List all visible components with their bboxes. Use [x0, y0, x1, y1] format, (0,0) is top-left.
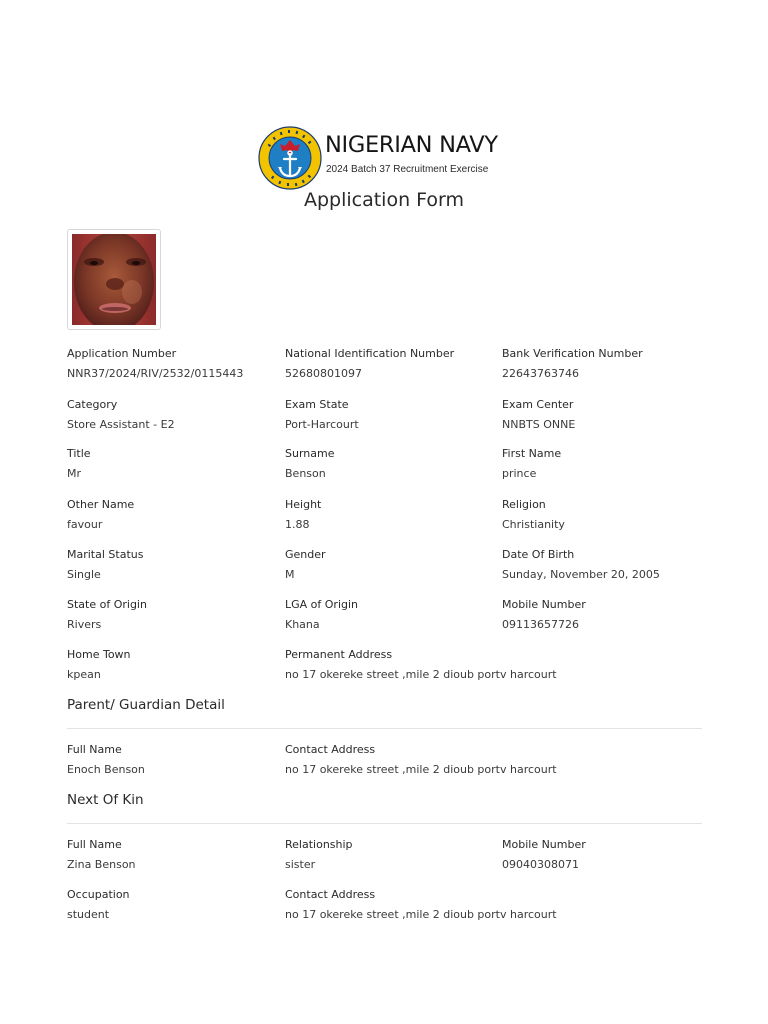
title-value: Mr — [67, 467, 82, 480]
page-title: Application Form — [303, 189, 465, 211]
bvn-value: 22643763746 — [502, 367, 579, 380]
surname-value: Benson — [285, 467, 326, 480]
mobile-number-value: 09113657726 — [502, 618, 579, 631]
category-value: Store Assistant - E2 — [67, 418, 175, 431]
application-number-label: Application Number — [67, 347, 177, 360]
guardian-contact-address-value: no 17 okereke street ,mile 2 dioub portv harcourt — [285, 763, 557, 776]
guardian-divider — [67, 728, 702, 729]
bvn-label: Bank Verification Number — [502, 347, 643, 360]
guardian-full-name-label: Full Name — [67, 743, 122, 756]
guardian-contact-address-label: Contact Address — [285, 743, 376, 756]
gender-label: Gender — [285, 548, 326, 561]
kin-relationship-value: sister — [285, 858, 316, 871]
kin-full-name-label: Full Name — [67, 838, 122, 851]
kin-full-name-value: Zina Benson — [67, 858, 136, 871]
date-of-birth-label: Date Of Birth — [502, 548, 575, 561]
mobile-number-label: Mobile Number — [502, 598, 586, 611]
permanent-address-label: Permanent Address — [285, 648, 393, 661]
kin-mobile-number-value: 09040308071 — [502, 858, 579, 871]
kin-occupation-value: student — [67, 908, 110, 921]
kin-occupation-label: Occupation — [67, 888, 130, 901]
applicant-photo-frame — [67, 229, 161, 330]
kin-contact-address-label: Contact Address — [285, 888, 376, 901]
height-label: Height — [285, 498, 322, 511]
brand-name: NIGERIAN NAVY — [325, 132, 498, 158]
applicant-photo — [72, 234, 156, 325]
date-of-birth-value: Sunday, November 20, 2005 — [502, 568, 660, 581]
home-town-value: kpean — [67, 668, 101, 681]
other-name-value: favour — [67, 518, 103, 531]
state-of-origin-label: State of Origin — [67, 598, 147, 611]
guardian-full-name-value: Enoch Benson — [67, 763, 145, 776]
exam-state-label: Exam State — [285, 398, 349, 411]
navy-crest-logo — [258, 126, 322, 190]
nin-label: National Identification Number — [285, 347, 455, 360]
height-value: 1.88 — [285, 518, 310, 531]
form-header — [0, 124, 768, 194]
lga-of-origin-label: LGA of Origin — [285, 598, 359, 611]
home-town-label: Home Town — [67, 648, 131, 661]
permanent-address-value: no 17 okereke street ,mile 2 dioub portv harcourt — [285, 668, 557, 681]
first-name-value: prince — [502, 467, 537, 480]
marital-status-label: Marital Status — [67, 548, 144, 561]
title-label: Title — [67, 447, 91, 460]
marital-status-value: Single — [67, 568, 101, 581]
guardian-section-title: Parent/ Guardian Detail — [67, 697, 225, 713]
exam-center-label: Exam Center — [502, 398, 574, 411]
first-name-label: First Name — [502, 447, 562, 460]
religion-value: Christianity — [502, 518, 565, 531]
category-label: Category — [67, 398, 118, 411]
kin-relationship-label: Relationship — [285, 838, 353, 851]
exam-center-value: NNBTS ONNE — [502, 418, 576, 431]
brand-subtitle: 2024 Batch 37 Recruitment Exercise — [326, 164, 489, 175]
next-of-kin-section-title: Next Of Kin — [67, 792, 144, 808]
nin-value: 52680801097 — [285, 367, 362, 380]
next-of-kin-divider — [67, 823, 702, 824]
state-of-origin-value: Rivers — [67, 618, 102, 631]
application-number-value: NNR37/2024/RIV/2532/0115443 — [67, 367, 244, 380]
gender-value: M — [285, 568, 295, 581]
other-name-label: Other Name — [67, 498, 135, 511]
lga-of-origin-value: Khana — [285, 618, 320, 631]
surname-label: Surname — [285, 447, 335, 460]
religion-label: Religion — [502, 498, 546, 511]
kin-contact-address-value: no 17 okereke street ,mile 2 dioub portv harcourt — [285, 908, 557, 921]
exam-state-value: Port-Harcourt — [285, 418, 359, 431]
kin-mobile-number-label: Mobile Number — [502, 838, 586, 851]
